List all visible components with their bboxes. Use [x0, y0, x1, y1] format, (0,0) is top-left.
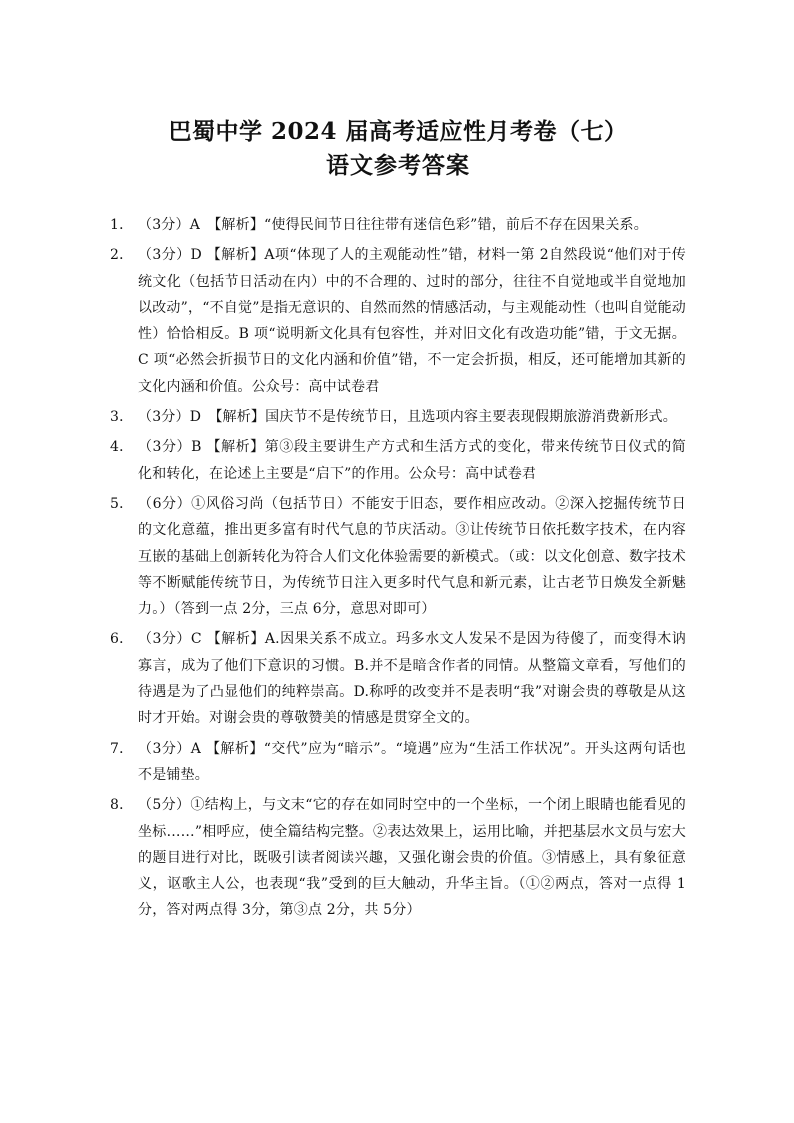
answer-text: （3分）D 【解析】A项“体现了人的主观能动性”错，材料一第 2自然段说“他们对于传统文化（包括节日活动在内）中的不合理的、过时的部分，往往不自觉地或半自觉地加以改动”，“不自觉”是指无意识的、自然而然的情感活动，与主观能动性（也叫自觉能动性）恰恰相反。B 项“说明新文化具有包容性，并对旧文化有改造功能”错，于文无据。 C 项“必然会折损节日的文化内涵和价值”错，不一定会折损，相反，还可能增加其新的文化内涵和价值。公众号：高中试卷君: [138, 247, 686, 395]
answer-item-8: [110, 792, 686, 923]
document-subtitle: 语文参考答案: [326, 152, 470, 179]
answer-item-4: [110, 434, 686, 487]
answer-number: 8．: [110, 797, 134, 814]
answer-item-2: [110, 242, 686, 400]
answer-number: 6．: [110, 631, 134, 648]
answer-text: （3分）D 【解析】国庆节不是传统节日，且选项内容主要表现假期旅游消费新形式。: [138, 409, 677, 426]
answer-item-1: [110, 212, 686, 238]
answer-list: [110, 212, 686, 924]
answer-text: （5分）①结构上，与文末“它的存在如同时空中的一个坐标，一个闭上眼睛也能看见的坐标……”相呼应，使全篇结构完整。②表达效果上，运用比喻，并把基层水文员与宏大的题目进行对比，既吸引读者阅读兴趣，又强化谢会贵的价值。③情感上，具有象征意义，讴歌主人公，也表现“我”受到的巨大触动，升华主旨。（①②两点，答对一点得 1 分，答对两点得 3分，第③点 2分，共 5分）: [138, 797, 686, 919]
answer-item-3: [110, 404, 686, 430]
answer-text: （3分）B 【解析】第③段主要讲生产方式和生活方式的变化，带来传统节日仪式的简化和转化，在论述上主要是“启下”的作用。公众号：高中试卷君: [138, 439, 686, 482]
answer-number: 5．: [110, 495, 134, 512]
answer-text: （3分）C 【解析】A.因果关系不成立。玛多水文人发呆不是因为待傻了，而变得木讷寡言，成为了他们下意识的习惯。B.并不是暗含作者的同情。从整篇文章看，写他们的待遇是为了凸显他们的纯粹崇高。D.称呼的改变并不是表明“我”对谢会贵的尊敬是从这时才开始。对谢会贵的尊敬赞美的情感是贯穿全文的。: [138, 631, 686, 727]
answer-number: 4．: [110, 439, 134, 456]
answer-number: 7．: [110, 740, 134, 757]
answer-item-7: [110, 736, 686, 789]
answer-text: （3分）A 【解析】“交代”应为“暗示”。“境遇”应为“生活工作状况”。开头这两句话也不是铺垫。: [138, 740, 686, 783]
answer-text: （6分）①风俗习尚（包括节日）不能安于旧态，要作相应改动。②深入挖掘传统节日的文化意蕴，推出更多富有时代气息的节庆活动。③让传统节日依托数字技术，在内容互嵌的基础上创新转化为符合人们文化体验需要的新模式。（或：以文化创意、数字技术等不断赋能传统节日，为传统节日注入更多时代气息和新元素，让古老节日焕发全新魅力。）（答到一点 2分，三点 6分，意思对即可）: [138, 495, 686, 618]
answer-number: 1．: [110, 217, 134, 233]
answer-item-5: [110, 491, 686, 622]
answer-text: （3分）A 【解析】“使得民间节日往往带有迷信色彩”错，前后不存在因果关系。: [138, 217, 648, 233]
answer-number: 2．: [110, 247, 134, 264]
answer-item-6: [110, 626, 686, 731]
answer-number: 3．: [110, 409, 134, 426]
document-title: 巴蜀中学 2024 届高考适应性月考卷（七）: [168, 118, 628, 145]
